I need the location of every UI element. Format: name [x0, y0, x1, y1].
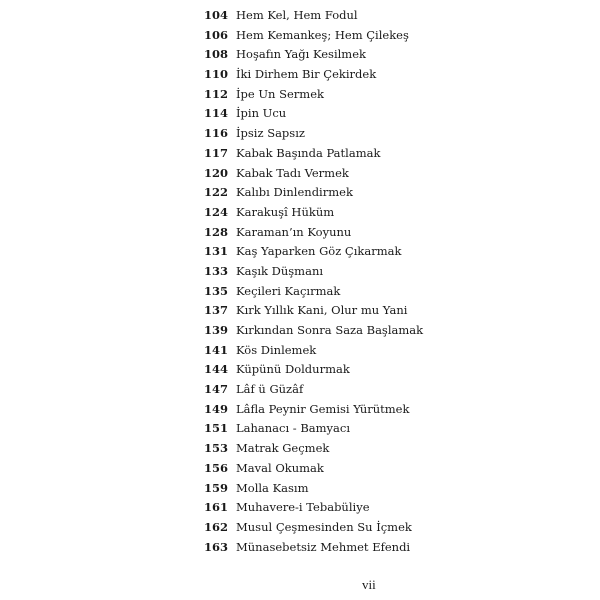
toc-entry [200, 124, 423, 144]
toc-entry [200, 26, 423, 46]
toc-entry-title: Hem Kemankeş; Hem Çilekeş [236, 27, 409, 42]
toc-entry-title: Münasebetsiz Mehmet Efendi [236, 539, 411, 554]
toc-entry [200, 321, 423, 341]
toc-page-number: 104 [203, 8, 228, 22]
toc-entry-title: Lahanacı - Bamyacı [236, 421, 351, 436]
toc-entry [200, 65, 423, 85]
toc-entry-title: Lâfla Peynir Gemisi Yürütmek [236, 401, 410, 416]
toc-entry [200, 183, 423, 203]
toc-entry-title: Lâf ü Güzâf [236, 382, 304, 397]
toc-entry [200, 104, 423, 124]
toc-page-number: 124 [203, 204, 228, 219]
toc-page-number: 153 [203, 441, 228, 456]
toc-page-number: 137 [203, 303, 228, 318]
toc-entry-title: Keçileri Kaçırmak [236, 283, 341, 298]
toc-page-number: 161 [203, 500, 228, 515]
toc-page-number: 162 [203, 519, 228, 534]
toc-page-number: 122 [203, 185, 228, 200]
toc-entry [200, 223, 423, 243]
page-number: vii [362, 577, 376, 592]
toc-entry [200, 301, 423, 321]
toc-entry [200, 164, 423, 184]
toc-page-number: 159 [203, 480, 228, 495]
toc-entry-title: Muhavere-i Tebabüliye [236, 500, 370, 515]
toc-entry [200, 380, 423, 400]
toc-entry [200, 479, 423, 499]
toc-page-number: 128 [203, 224, 228, 239]
toc-entry-title: Maval Okumak [236, 460, 324, 475]
toc-page-number: 141 [203, 342, 228, 357]
toc-entry-title: İpe Un Sermek [236, 86, 324, 101]
toc-entry-title: Karakuşî Hüküm [236, 204, 335, 219]
toc-page-number: 133 [203, 263, 228, 278]
toc-entry-title: İki Dirhem Bir Çekirdek [236, 67, 377, 82]
toc-entry [200, 6, 423, 26]
toc-entry [200, 419, 423, 439]
toc-entry-title: Kabak Başında Patlamak [236, 145, 381, 160]
toc-page-number: 151 [203, 421, 228, 436]
toc-entry-title: Karaman’ın Koyunu [236, 224, 352, 239]
toc-page-number: 163 [203, 539, 228, 554]
toc-entry [200, 85, 423, 105]
toc-page-number: 106 [203, 27, 228, 42]
table-of-contents [200, 6, 423, 557]
toc-entry [200, 360, 423, 380]
toc-page-number: 139 [203, 323, 228, 337]
toc-page-number: 135 [203, 283, 228, 298]
toc-entry-title: Kös Dinlemek [236, 342, 317, 357]
toc-entry-title: Kalıbı Dinlendirmek [236, 185, 353, 200]
toc-entry-title: Hoşafın Yağı Kesilmek [236, 47, 366, 62]
toc-page-number: 144 [203, 362, 228, 377]
toc-entry [200, 341, 423, 361]
toc-entry [200, 498, 423, 518]
toc-page-number: 147 [203, 382, 228, 397]
toc-entry [200, 144, 423, 164]
toc-entry [200, 242, 423, 262]
toc-entry-title: İpsiz Sapsız [236, 126, 305, 141]
toc-page-number: 114 [203, 106, 228, 121]
toc-entry-title: Kaş Yaparken Göz Çıkarmak [236, 244, 402, 259]
toc-entry-title: Kaşık Düşmanı [236, 263, 324, 278]
toc-entry [200, 400, 423, 420]
toc-page-number: 116 [203, 126, 228, 141]
toc-entry [200, 262, 423, 282]
toc-page-number: 149 [203, 401, 228, 416]
toc-page-number: 117 [203, 145, 228, 160]
toc-entry-title: Küpünü Doldurmak [236, 362, 350, 377]
toc-page-number: 112 [203, 86, 228, 101]
toc-entry [200, 282, 423, 302]
toc-entry [200, 203, 423, 223]
toc-page-number: 131 [203, 244, 228, 259]
toc-entry-title: Kırk Yıllık Kani, Olur mu Yani [236, 303, 408, 318]
toc-page-number: 108 [203, 47, 228, 62]
toc-entry-title: Hem Kel, Hem Fodul [236, 8, 358, 22]
toc-entry-title: İpin Ucu [236, 106, 287, 121]
toc-entry-title: Kırkından Sonra Saza Başlamak [236, 323, 424, 337]
toc-entry-title: Musul Çeşmesinden Su İçmek [236, 519, 412, 534]
toc-entry-title: Matrak Geçmek [236, 441, 330, 456]
toc-page-number: 156 [203, 460, 228, 475]
toc-entry [200, 518, 423, 538]
toc-entry-title: Molla Kasım [236, 480, 309, 495]
toc-entry-title: Kabak Tadı Vermek [236, 165, 349, 180]
toc-page-number: 110 [203, 67, 228, 82]
toc-entry [200, 538, 423, 558]
toc-entry [200, 439, 423, 459]
toc-page-number: 120 [203, 165, 228, 180]
toc-entry [200, 45, 423, 65]
toc-entry [200, 459, 423, 479]
